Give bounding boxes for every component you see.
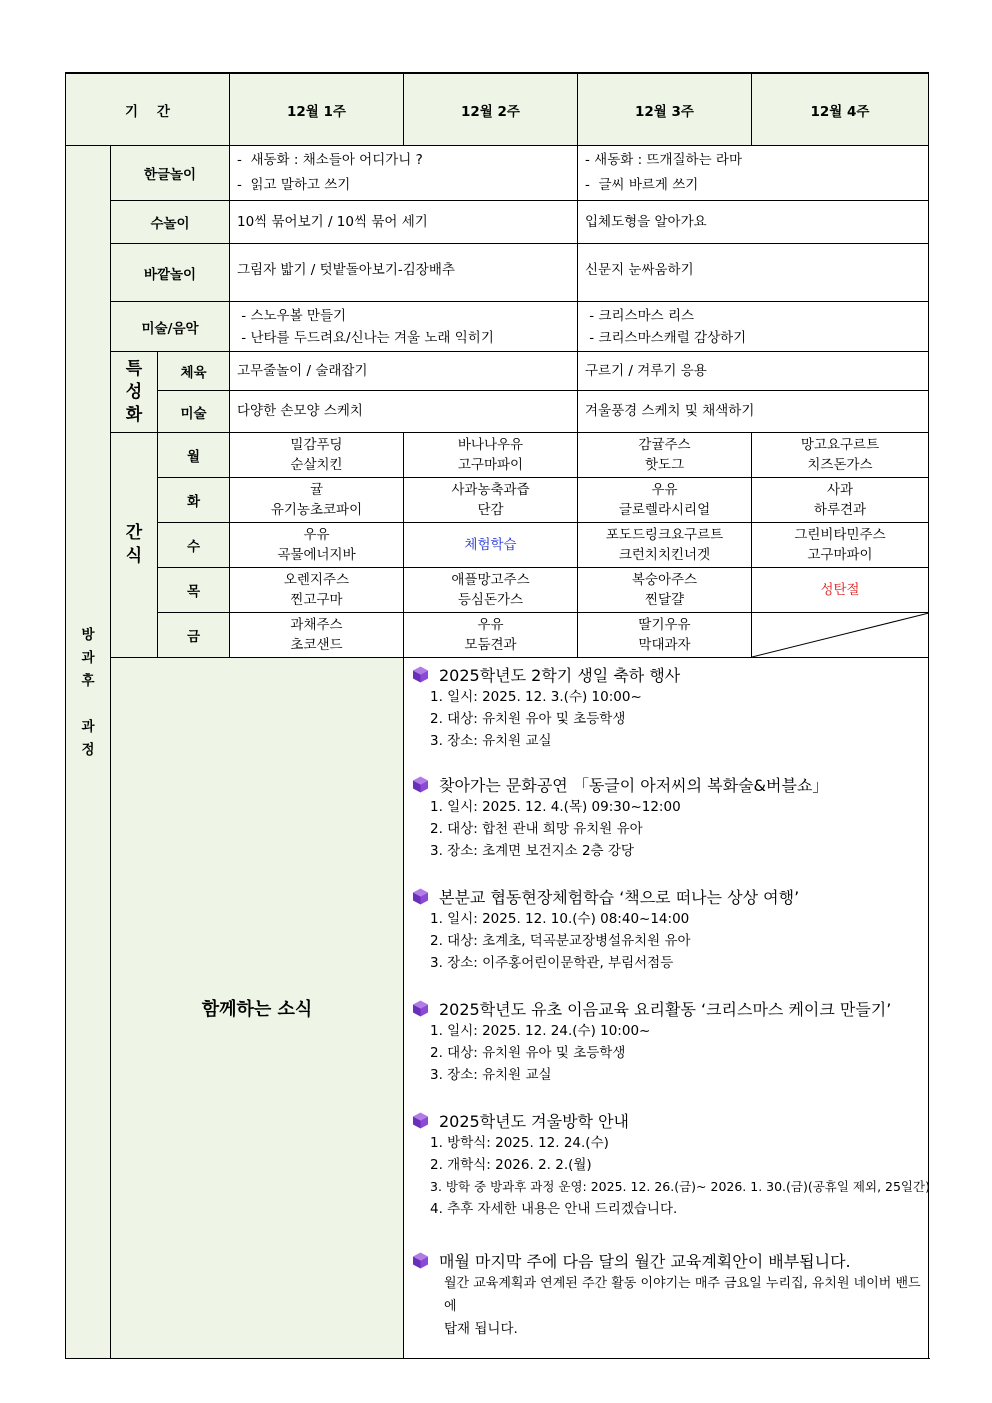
snack-row-fri [66, 613, 929, 658]
week-2-header: 12월 2주 [404, 73, 578, 146]
snack-row-tue [66, 478, 929, 523]
special-art-w12: 다양한 손모양 스케치 [230, 391, 578, 433]
snack-cell-field-trip: 체험학습 [404, 523, 578, 568]
snack-cell: 망고요구르트 치즈돈가스 [752, 433, 929, 478]
snack-cell: 우유 모둠견과 [404, 613, 578, 658]
week-4-header: 12월 4주 [752, 73, 929, 146]
row-hangul [66, 146, 929, 201]
news-line: 3. 장소: 유치원 교실 [430, 1067, 552, 1083]
purple-cube-bullet-icon [412, 1000, 429, 1017]
news-item [412, 1108, 928, 1220]
snack-cell: 우유 글로렐라시리얼 [578, 478, 752, 523]
hangul-w12: - 새동화 : 채소들아 어디가니 ? - 읽고 말하고 쓰기 [230, 146, 578, 201]
row-math [66, 201, 929, 244]
news-title: 찾아가는 문화공연 「동글이 아저씨의 복화술&버블쇼」 [439, 775, 829, 795]
news-title: 매월 마지막 주에 다음 달의 월간 교육계획안이 배부됩니다. [439, 1251, 851, 1271]
outdoor-w12: 그림자 밟기 / 텃밭돌아보기-김장배추 [230, 244, 578, 302]
snack-cell: 포도드링크요구르트 크런치치킨너겟 [578, 523, 752, 568]
row-news [66, 658, 929, 1359]
news-title: 2025학년도 2학기 생일 축하 행사 [439, 665, 681, 685]
news-line: 탑재 됩니다. [444, 1321, 518, 1337]
news-title: 2025학년도 겨울방학 안내 [439, 1111, 629, 1131]
news-line: 3. 장소: 초계면 보건지소 2층 강당 [430, 843, 634, 859]
news-line: 2. 대상: 유치원 유아 및 초등학생 [430, 711, 626, 727]
news-title: 본분교 협동현장체험학습 ‘책으로 떠나는 상상 여행’ [439, 887, 800, 907]
news-line: 2. 대상: 초계초, 덕곡분교장병설유치원 유아 [430, 933, 691, 949]
snack-day-label: 수 [158, 523, 230, 568]
row-artmusic [66, 302, 929, 352]
news-line: 2. 개학식: 2026. 2. 2.(월) [430, 1157, 592, 1173]
news-content [404, 658, 929, 1359]
snack-cell: 귤 유기농초코파이 [230, 478, 404, 523]
artmusic-w34: - 크리스마스 리스 - 크리스마스캐럴 감상하기 [578, 302, 929, 352]
artmusic-label: 미술/음악 [111, 302, 230, 352]
purple-cube-bullet-icon [412, 888, 429, 905]
row-special-art [66, 391, 929, 433]
math-label: 수놀이 [111, 201, 230, 244]
news-item [412, 1248, 928, 1341]
news-item [412, 996, 928, 1086]
special-art-w34: 겨울풍경 스케치 및 채색하기 [578, 391, 929, 433]
hangul-label: 한글놀이 [111, 146, 230, 201]
news-item [412, 772, 928, 862]
news-line: 4. 추후 자세한 내용은 안내 드리겠습니다. [430, 1201, 678, 1217]
snack-cell: 사과농축과즙 단감 [404, 478, 578, 523]
snack-cell: 과채주스 초코샌드 [230, 613, 404, 658]
snack-cell: 사과 하루견과 [752, 478, 929, 523]
news-line: 2. 대상: 합천 관내 희망 유치원 유아 [430, 821, 643, 837]
snack-day-label: 금 [158, 613, 230, 658]
news-item [412, 662, 928, 752]
snack-cell: 딸기우유 막대과자 [578, 613, 752, 658]
purple-cube-bullet-icon [412, 1252, 429, 1269]
snack-row-thu [66, 568, 929, 613]
special-pe-label: 체육 [158, 352, 230, 391]
special-label: 특 성 화 [111, 352, 158, 433]
news-line: 1. 일시: 2025. 12. 24.(수) 10:00~ [430, 1023, 651, 1039]
news-label: 함께하는 소식 [111, 658, 404, 1359]
header-row [66, 73, 929, 146]
math-w12: 10씩 묶어보기 / 10씩 묶어 세기 [230, 201, 578, 244]
news-item [412, 884, 928, 974]
snack-cell: 그린비타민주스 고구마파이 [752, 523, 929, 568]
weekly-plan-table [65, 72, 929, 1359]
snack-label: 간 식 [111, 433, 158, 658]
afterschool-section-label: 방 과 후 과 정 [66, 146, 111, 1359]
snack-day-label: 월 [158, 433, 230, 478]
news-line: 1. 일시: 2025. 12. 10.(수) 08:40~14:00 [430, 911, 690, 927]
snack-cell: 밀감푸딩 순살치킨 [230, 433, 404, 478]
snack-day-label: 화 [158, 478, 230, 523]
week-3-header: 12월 3주 [578, 73, 752, 146]
news-line: 월간 교육계획과 연계된 주간 활동 이야기는 매주 금요일 누리집, 유치원 네이버 밴드에 [444, 1276, 921, 1314]
special-pe-w12: 고무줄놀이 / 술래잡기 [230, 352, 578, 391]
snack-cell-empty-diagonal [752, 613, 929, 658]
row-special-pe [66, 352, 929, 391]
snack-cell-christmas: 성탄절 [752, 568, 929, 613]
news-line: 3. 방학 중 방과후 과정 운영: 2025. 12. 26.(금)~ 2026. 1. 30.(금)(공휴일 제외, 25일간) [430, 1179, 930, 1194]
news-line: 3. 장소: 이주홍어린이문학관, 부림서점등 [430, 955, 674, 971]
purple-cube-bullet-icon [412, 776, 429, 793]
news-line: 1. 일시: 2025. 12. 3.(수) 10:00~ [430, 689, 642, 705]
news-line: 2. 대상: 유치원 유아 및 초등학생 [430, 1045, 626, 1061]
news-line: 1. 방학식: 2025. 12. 24.(수) [430, 1135, 609, 1151]
purple-cube-bullet-icon [412, 1112, 429, 1129]
purple-cube-bullet-icon [412, 666, 429, 683]
diagonal-line [752, 613, 929, 657]
special-art-label: 미술 [158, 391, 230, 433]
row-outdoor [66, 244, 929, 302]
special-pe-w34: 구르기 / 겨루기 응용 [578, 352, 929, 391]
snack-cell: 바나나우유 고구마파이 [404, 433, 578, 478]
artmusic-w12: - 스노우볼 만들기 - 난타를 두드려요/신나는 겨울 노래 익히기 [230, 302, 578, 352]
news-line: 1. 일시: 2025. 12. 4.(목) 09:30~12:00 [430, 799, 681, 815]
snack-cell: 우유 곡물에너지바 [230, 523, 404, 568]
news-line: 3. 장소: 유치원 교실 [430, 733, 552, 749]
math-w34: 입체도형을 알아가요 [578, 201, 929, 244]
snack-cell: 오렌지주스 찐고구마 [230, 568, 404, 613]
snack-cell: 감귤주스 핫도그 [578, 433, 752, 478]
snack-day-label: 목 [158, 568, 230, 613]
snack-row-mon [66, 433, 929, 478]
news-title: 2025학년도 유초 이음교육 요리활동 ‘크리스마스 케이크 만들기’ [439, 999, 892, 1019]
snack-row-wed [66, 523, 929, 568]
week-1-header: 12월 1주 [230, 73, 404, 146]
period-header: 기 간 [66, 73, 230, 146]
hangul-w34: - 새동화 : 뜨개질하는 라마 - 글씨 바르게 쓰기 [578, 146, 929, 201]
outdoor-label: 바깥놀이 [111, 244, 230, 302]
snack-cell: 애플망고주스 등심돈가스 [404, 568, 578, 613]
snack-cell: 복숭아주스 찐달걀 [578, 568, 752, 613]
outdoor-w34: 신문지 눈싸움하기 [578, 244, 929, 302]
